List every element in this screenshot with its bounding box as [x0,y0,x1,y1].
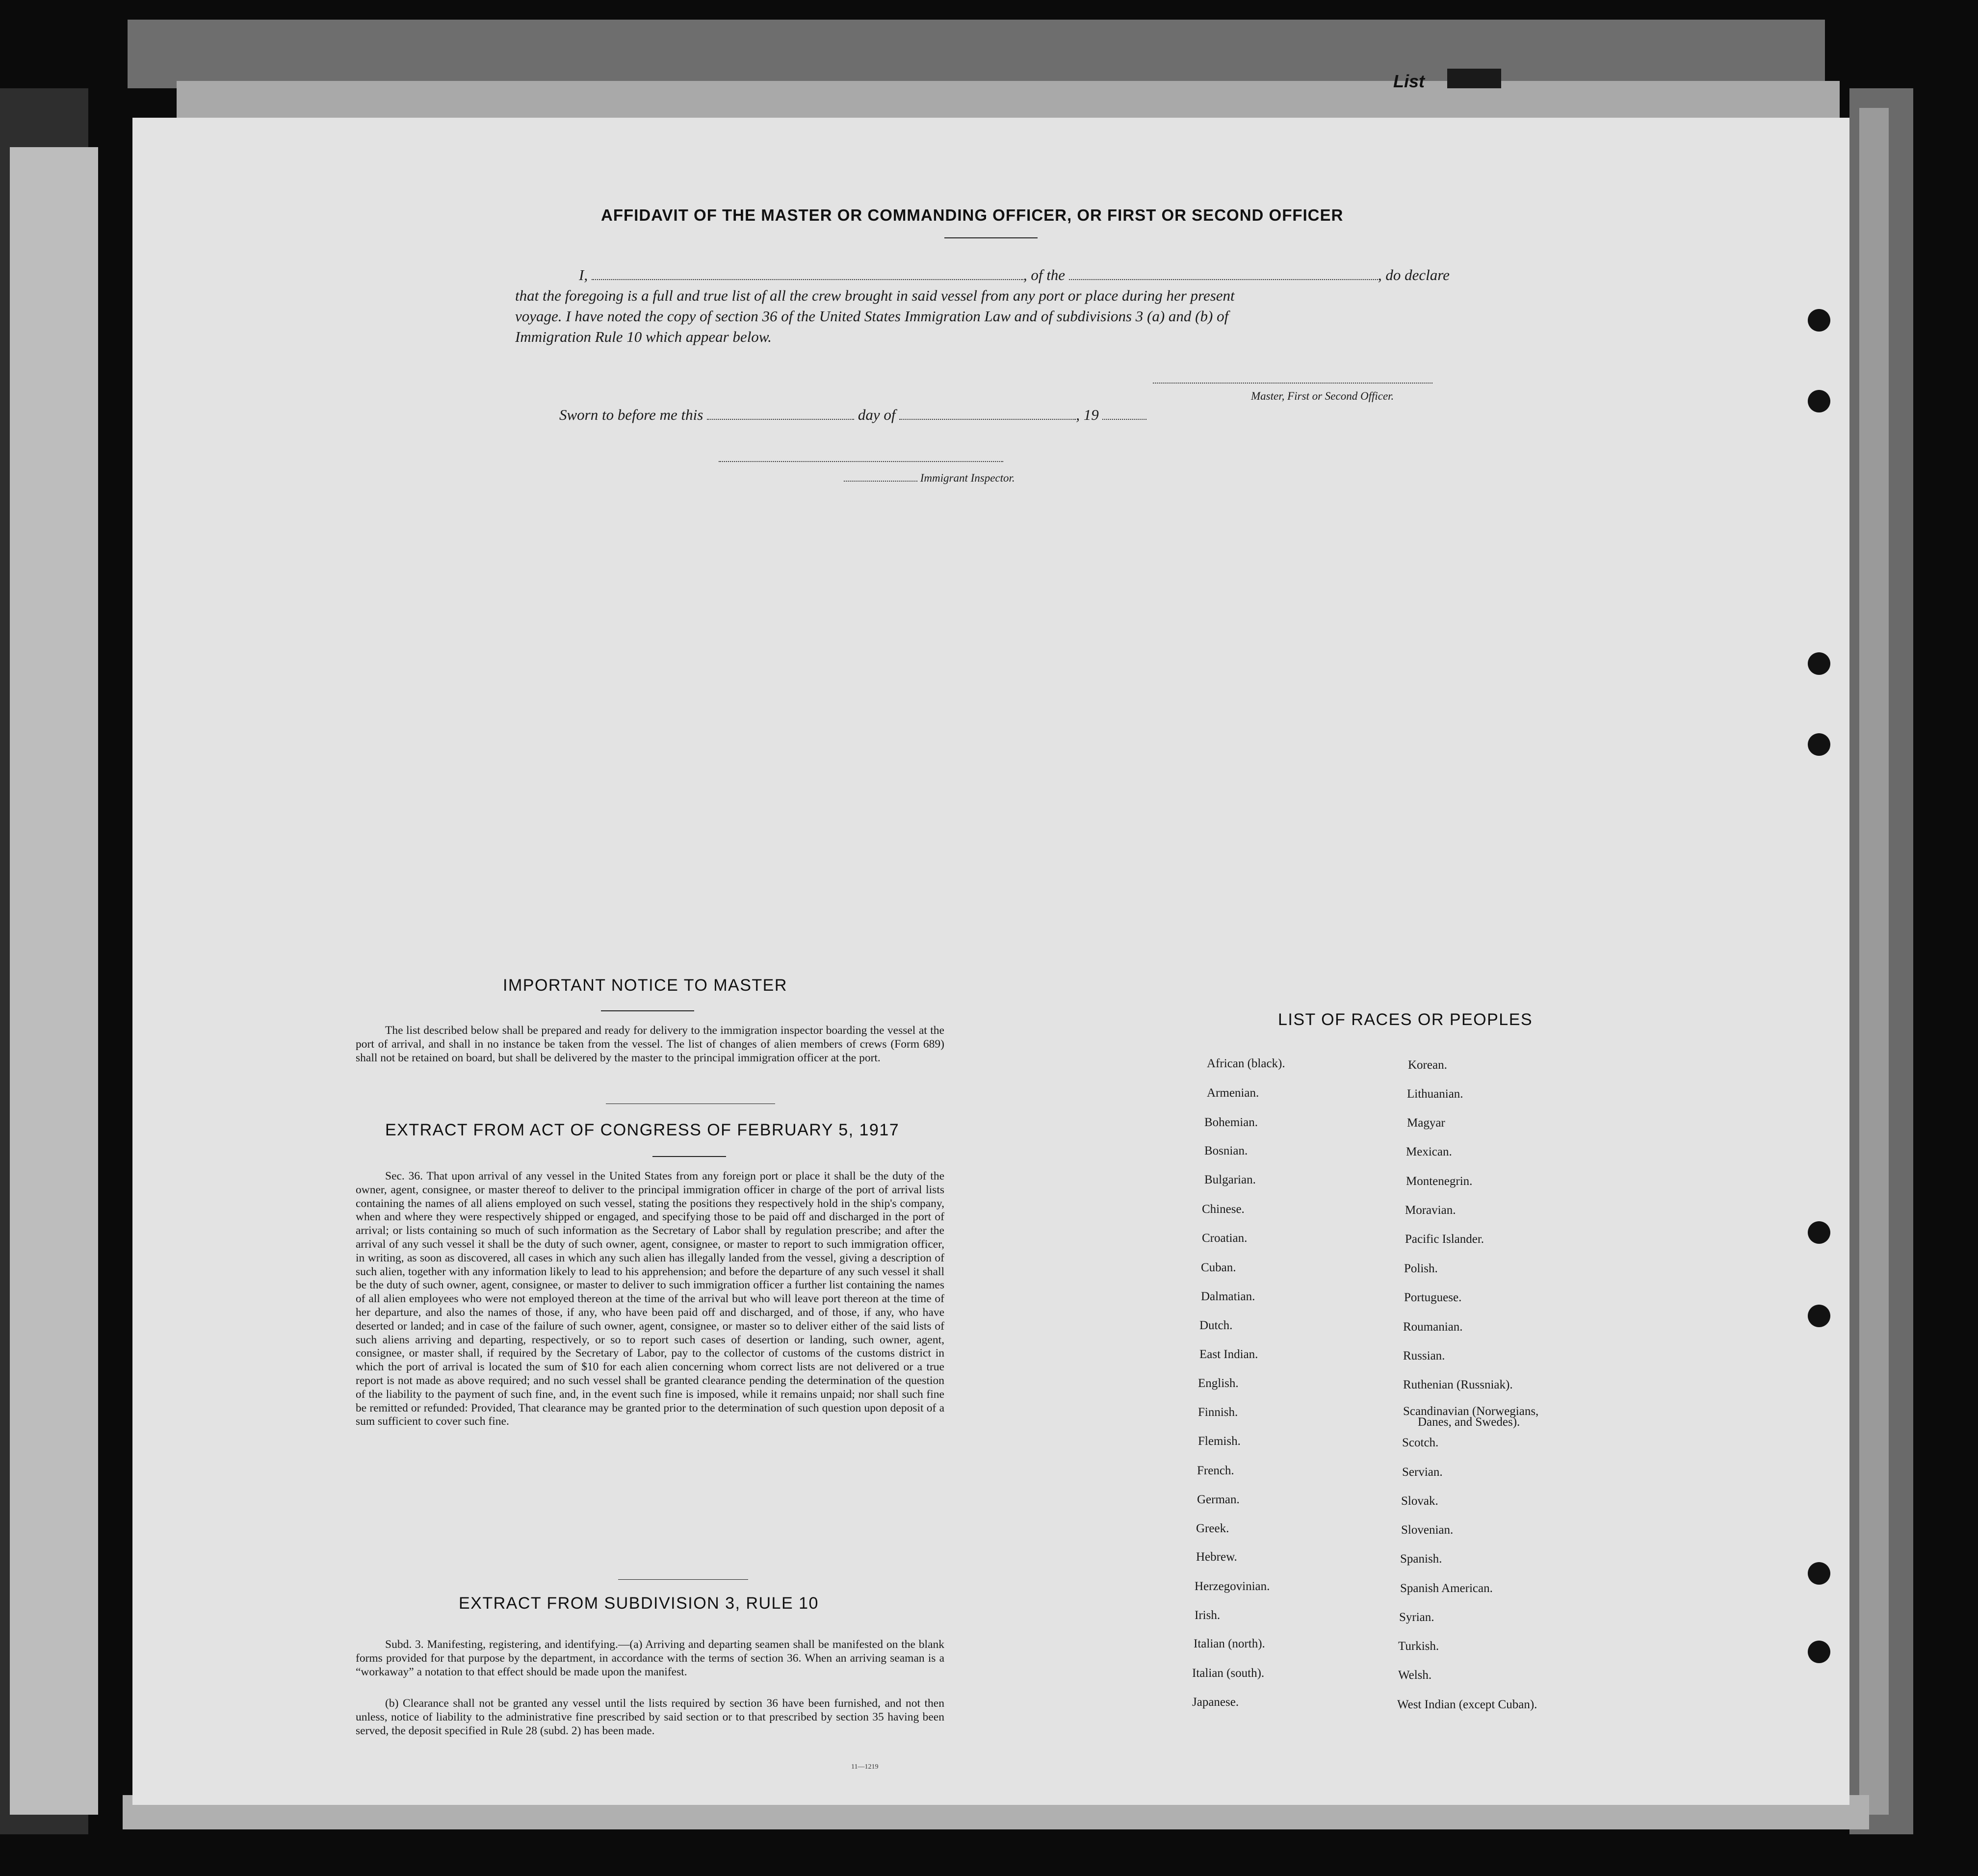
sworn-line [559,405,1146,425]
race-item: Welsh. [1398,1669,1432,1682]
binder-hole [1808,390,1830,412]
officer-signature-line[interactable] [1153,383,1432,384]
race-item: Turkish. [1398,1640,1439,1653]
affidavit-blank-line [515,265,1614,285]
inspector-name-field[interactable] [844,472,917,482]
race-item: German. [1197,1493,1240,1506]
race-item: Scandinavian (Norwegians, [1403,1405,1539,1418]
race-item: Portuguese. [1404,1291,1462,1304]
notice-title: IMPORTANT NOTICE TO MASTER [503,976,787,995]
notice-title-rule [601,1010,694,1011]
race-item: Greek. [1196,1522,1229,1535]
race-item: Finnish. [1198,1406,1238,1419]
rule-text-a: Subd. 3. Manifesting, registering, and identifying.—(a) Arriving and departing seamen shall be manifested on the blank forms provided for that purpose by the department, in accordance with the terms of section 36. When an arriving seaman is a “workaway” a notation to that effect should be made upon the manifest. [356,1638,944,1678]
i-label: I, [579,266,588,283]
race-item: East Indian. [1199,1348,1258,1361]
race-item: Spanish American. [1400,1582,1493,1595]
race-item: Italian (north). [1194,1637,1265,1650]
back-sheet-right-2 [1859,108,1889,1815]
officer-signature-label: Master, First or Second Officer. [1251,390,1394,402]
do-declare-label: , do declare [1378,266,1450,283]
rule-text-b: (b) Clearance shall not be granted any vessel until the lists required by section 36 have been furnished, and not then unless, notice of liability to the administrative fine prescribed by said section or to that prescribed by section 35 having been served, the deposit specified in Rule 28 (subd. 2) has been made. [356,1697,944,1737]
race-item: Dutch. [1199,1319,1233,1332]
binder-hole [1808,652,1830,675]
sworn-year-field[interactable] [1102,407,1146,420]
affidavit-line-1: that the foregoing is a full and true list of all the crew brought in said vessel from any port or place during her present [515,287,1235,304]
race-item: French. [1197,1464,1234,1477]
race-item: Moravian. [1405,1204,1456,1217]
list-tab-mark [1447,69,1501,88]
sworn-month-field[interactable] [899,407,1076,420]
notice-text: The list described below shall be prepared and ready for delivery to the immigration inspector boarding the vessel at the port of arrival, and shall in no instance be taken from the vessel. The list of changes of alien members of crews (Form 689) shall not be retained on board, but shall be delivered by the master to the principal immigration officer at the port. [356,1024,944,1064]
race-item: English. [1198,1377,1239,1390]
race-item: Russian. [1403,1349,1445,1362]
race-item: Syrian. [1399,1611,1434,1624]
form-number: 11—1219 [851,1763,879,1771]
race-item: Armenian. [1207,1086,1259,1100]
act-separator [618,1579,748,1580]
affidavit-title-rule [944,237,1038,238]
race-item: Polish. [1404,1262,1438,1275]
race-item: Italian (south). [1192,1667,1265,1680]
races-title: LIST OF RACES OR PEOPLES [1278,1010,1533,1029]
binder-hole [1808,1305,1830,1327]
race-item: Lithuanian. [1407,1087,1463,1101]
back-sheet-left-2 [10,147,98,1815]
sworn-label: Sworn to before me this [559,406,703,423]
act-title: EXTRACT FROM ACT OF CONGRESS OF FEBRUARY 5, 1917 [385,1121,900,1139]
vessel-field[interactable] [1069,267,1378,280]
day-of-label: day of [858,406,896,423]
race-item: Pacific Islander. [1405,1233,1484,1246]
race-item: Hebrew. [1196,1550,1237,1564]
race-item: Irish. [1195,1609,1221,1622]
race-item: Ruthenian (Russniak). [1403,1378,1513,1391]
year-label: , 19 [1076,406,1099,423]
affidavit-line-3: Immigration Rule 10 which appear below. [515,328,772,345]
race-item: Slovenian. [1401,1523,1454,1537]
race-item: Mexican. [1406,1145,1452,1158]
race-item: Scotch. [1402,1436,1439,1449]
inspector-signature-line[interactable] [719,461,1003,462]
race-item: Montenegrin. [1406,1175,1473,1188]
race-item: Spanish. [1400,1552,1442,1566]
affidavit-declaration [515,265,1614,347]
race-item: Bohemian. [1204,1116,1258,1129]
race-item: Flemish. [1198,1435,1241,1448]
binder-hole [1808,309,1830,332]
race-item: Herzegovinian. [1195,1580,1270,1593]
race-item: Cuban. [1201,1261,1236,1274]
race-item: Dalmatian. [1201,1290,1255,1303]
race-item: Japanese. [1192,1696,1239,1709]
race-item: Bosnian. [1204,1144,1248,1157]
race-item: Servian. [1402,1465,1443,1479]
binder-hole [1808,733,1830,756]
race-item: West Indian (except Cuban). [1397,1698,1537,1711]
affidavit-title: AFFIDAVIT OF THE MASTER OR COMMANDING OFFICER, OR FIRST OR SECOND OFFICER [601,206,1344,224]
affidavit-page [132,118,1849,1805]
back-sheet-top [128,20,1825,88]
binder-hole [1808,1221,1830,1244]
act-text: Sec. 36. That upon arrival of any vessel in the United States from any foreign port or place it shall be the duty of the owner, agent, consignee, or master thereof to deliver to the principal immigration officer in charge of the port of arrival lists containing the names of all aliens employed on such vessel, stating the positions they respectively hold in the ship's company, when and where they were respectively shipped or engaged, and specifying those to be paid off and discharged in the port of arrival; or lists containing so much of such information as the Secretary of Labor shall by regulation prescribe; and after the arrival of any such vessel it shall be the duty of such owner, agent, consignee, or master to report to such immigration officer, in writing, as soon as discovered, all cases in which any such alien has illegally landed from the vessel, giving a description of such alien, together with any information likely to lead to his apprehension; and before the departure of any such vessel it shall be the duty of such owner, agent, consignee, or master to deliver to such immigration officer a further list containing the names of all alien employees who were not employed thereon at the time of the arrival but who will leave port thereon at the time of her departure, and also the names of those, if any, who have been paid off and discharged, and of those, if any, who have deserted or landed; and in case of the failure of such owner, agent, consignee, or master so to deliver either of the said lists of such aliens arriving and departing, respectively, or so to report such cases of desertion or landing, such owner, agent, consignee, or master shall, if required by the Secretary of Labor, pay to the collector of customs of the customs district in which the port of arrival is located the sum of $10 for each alien concerning whom correct lists are not delivered or a true report is not made as above required; and no such vessel shall be granted clearance pending the determination of the question of the liability to the payment of such fine, and, in the event such fine is imposed, while it remains unpaid; nor shall such fine be remitted or refunded: Provided, That clearance may be granted prior to the determination of such question upon deposit of a sum sufficient to cover such fine. [356,1170,944,1428]
race-item: Slovak. [1401,1494,1438,1508]
binder-hole [1808,1641,1830,1663]
race-item: Danes, and Swedes). [1418,1415,1520,1429]
race-item: Chinese. [1202,1203,1245,1216]
name-field[interactable] [592,267,1023,280]
race-item: Magyar [1407,1116,1445,1130]
race-item: Croatian. [1202,1232,1248,1245]
affidavit-line-2: voyage. I have noted the copy of section 36 of the United States Immigration Law and of subdivisions 3 (a) and (b) of [515,308,1229,325]
list-tab-label: List [1393,71,1425,91]
binder-hole [1808,1562,1830,1585]
rule-title: EXTRACT FROM SUBDIVISION 3, RULE 10 [459,1594,819,1613]
inspector-signature-label: Immigrant Inspector. [920,472,1015,484]
inspector-signature-row [844,472,1015,485]
race-item: Bulgarian. [1204,1173,1256,1186]
act-title-rule [652,1156,726,1157]
sworn-day-field[interactable] [707,407,854,420]
race-item: Roumanian. [1403,1320,1463,1334]
of-the-label: , of the [1023,266,1066,283]
race-item: Korean. [1408,1058,1447,1072]
race-item: African (black). [1207,1057,1285,1070]
